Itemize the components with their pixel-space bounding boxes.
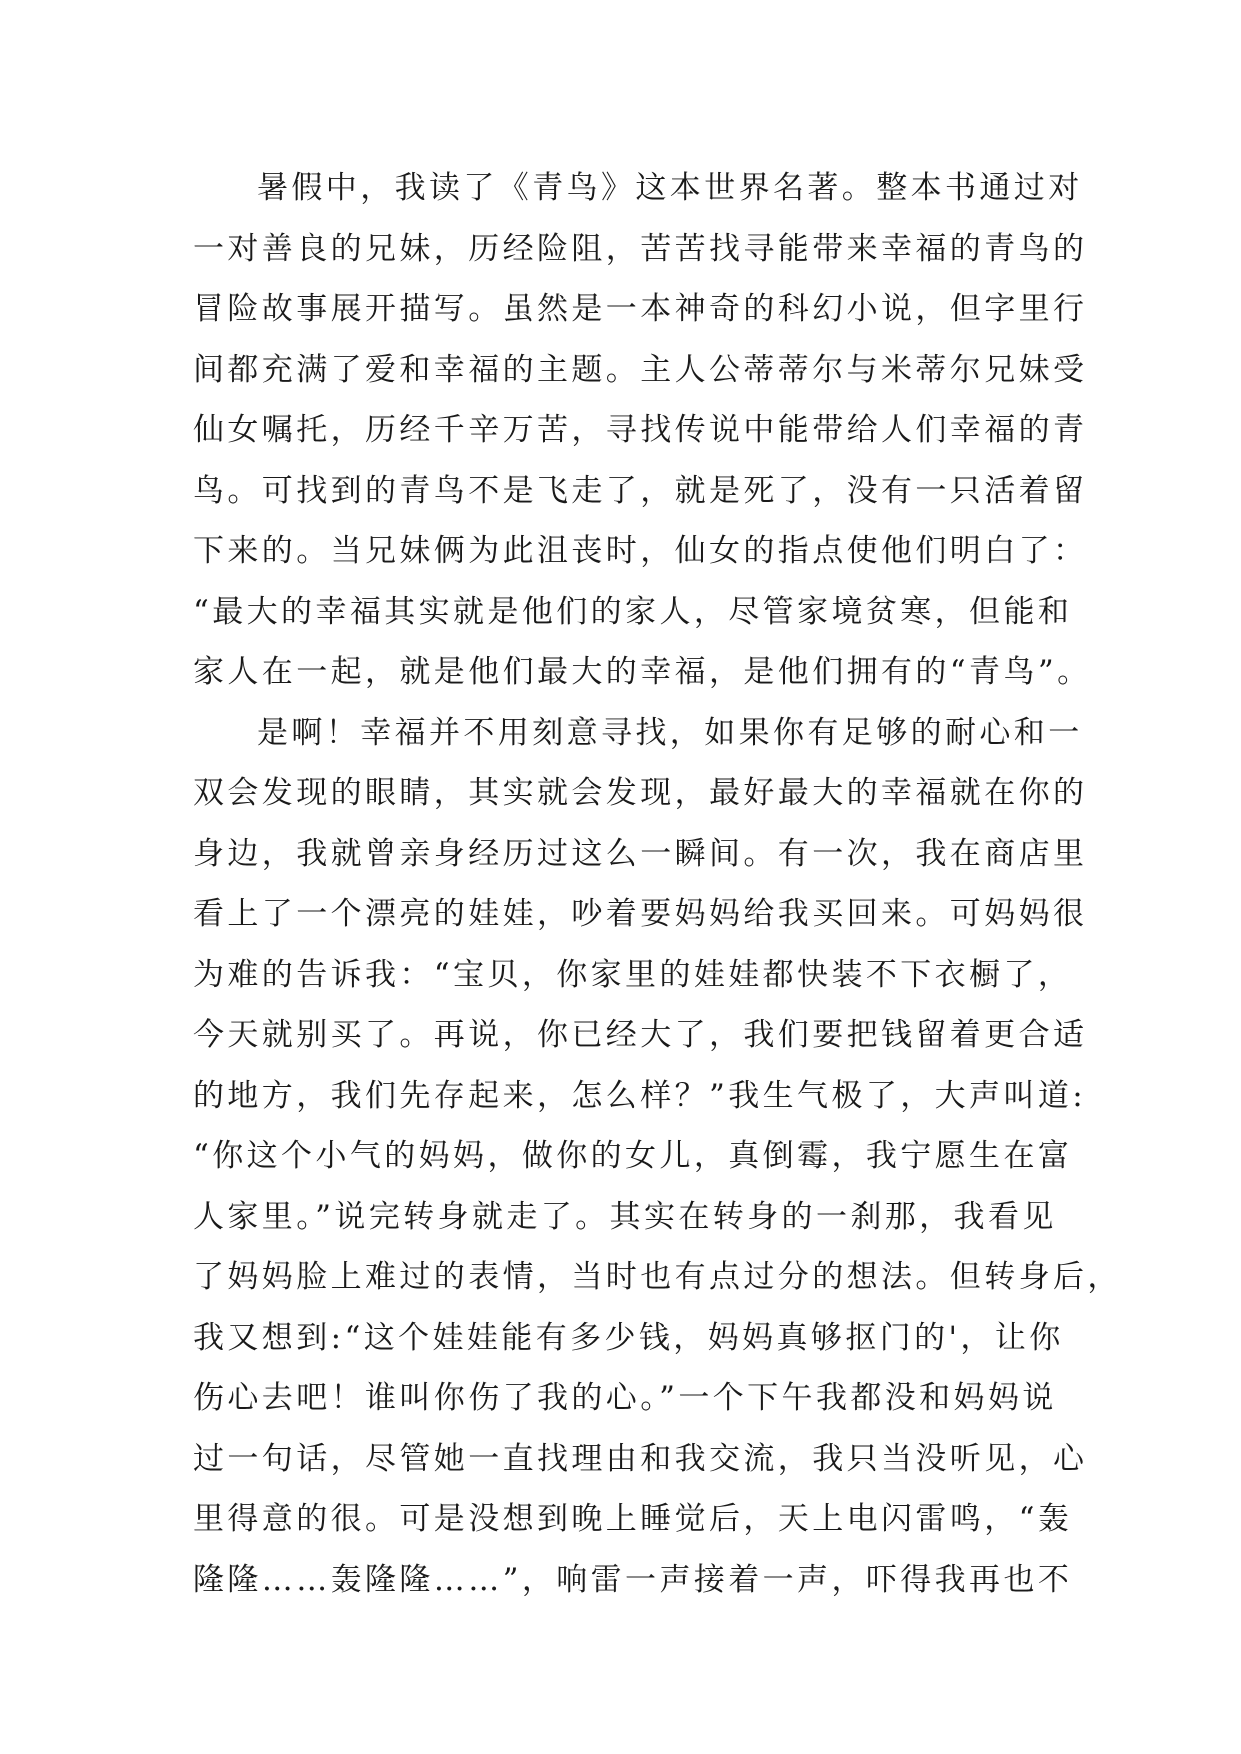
text-line: 我又想到:“这个娃娃能有多少钱，妈妈真够抠门的'，让你 [193, 1319, 1064, 1356]
body-text [193, 158, 1122, 1610]
text-line: “你这个小气的妈妈，做你的女儿，真倒霉，我宁愿生在富 [193, 1138, 1073, 1174]
text-line: 冒险故事展开描写。虽然是一本神奇的科幻小说，但字里行 [193, 291, 1088, 327]
text-line: 是啊！幸福并不用刻意寻找，如果你有足够的耐心和一 [257, 714, 1083, 751]
text-line: 鸟。可找到的青鸟不是飞走了，就是死了，没有一只活着留 [193, 472, 1088, 509]
text-line: 过一句话，尽管她一直找理由和我交流，我只当没听见，心 [193, 1440, 1088, 1477]
text-line: 今天就别买了。再说，你已经大了，我们要把钱留着更合适 [193, 1017, 1088, 1053]
text-line: 的地方，我们先存起来，怎么样？”我生气极了，大声叫道: [193, 1077, 1087, 1114]
text-line: 看上了一个漂亮的娃娃，吵着要妈妈给我买回来。可妈妈很 [193, 896, 1088, 932]
text-line: 家人在一起，就是他们最大的幸福，是他们拥有的“青鸟”。 [193, 654, 1092, 690]
text-line: 下来的。当兄妹俩为此沮丧时，仙女的指点使他们明白了： [193, 533, 1088, 569]
text-line: 伤心去吧！谁叫你伤了我的心。”一个下午我都没和妈妈说 [193, 1380, 1057, 1416]
text-line: 双会发现的眼睛，其实就会发现，最好最大的幸福就在你的 [193, 775, 1088, 811]
text-line: 里得意的很。可是没想到晚上睡觉后，天上电闪雷鸣，“轰 [193, 1501, 1073, 1537]
text-line: 人家里。”说完转身就走了。其实在转身的一刹那，我看见 [193, 1198, 1057, 1235]
text-line: 仙女嘱托，历经千辛万苦，寻找传说中能带给人们幸福的青 [193, 412, 1088, 448]
text-line: 为难的告诉我：“宝贝，你家里的娃娃都快装不下衣橱了， [193, 956, 1073, 993]
text-line: 身边，我就曾亲身经历过这么一瞬间。有一次，我在商店里 [193, 835, 1088, 872]
text-line: 一对善良的兄妹，历经险阻，苦苦找寻能带来幸福的青鸟的 [193, 230, 1088, 267]
text-line: “最大的幸福其实就是他们的家人，尽管家境贫寒，但能和 [193, 593, 1073, 630]
text-line: 间都充满了爱和幸福的主题。主人公蒂蒂尔与米蒂尔兄妹受 [193, 351, 1088, 388]
text-line: 隆隆……轰隆隆……”，响雷一声接着一声，吓得我再也不 [193, 1561, 1073, 1598]
text-line: 了妈妈脸上难过的表情，当时也有点过分的想法。但转身后， [193, 1259, 1122, 1295]
text-line: 暑假中，我读了《青鸟》这本世界名著。整本书通过对 [257, 170, 1083, 206]
